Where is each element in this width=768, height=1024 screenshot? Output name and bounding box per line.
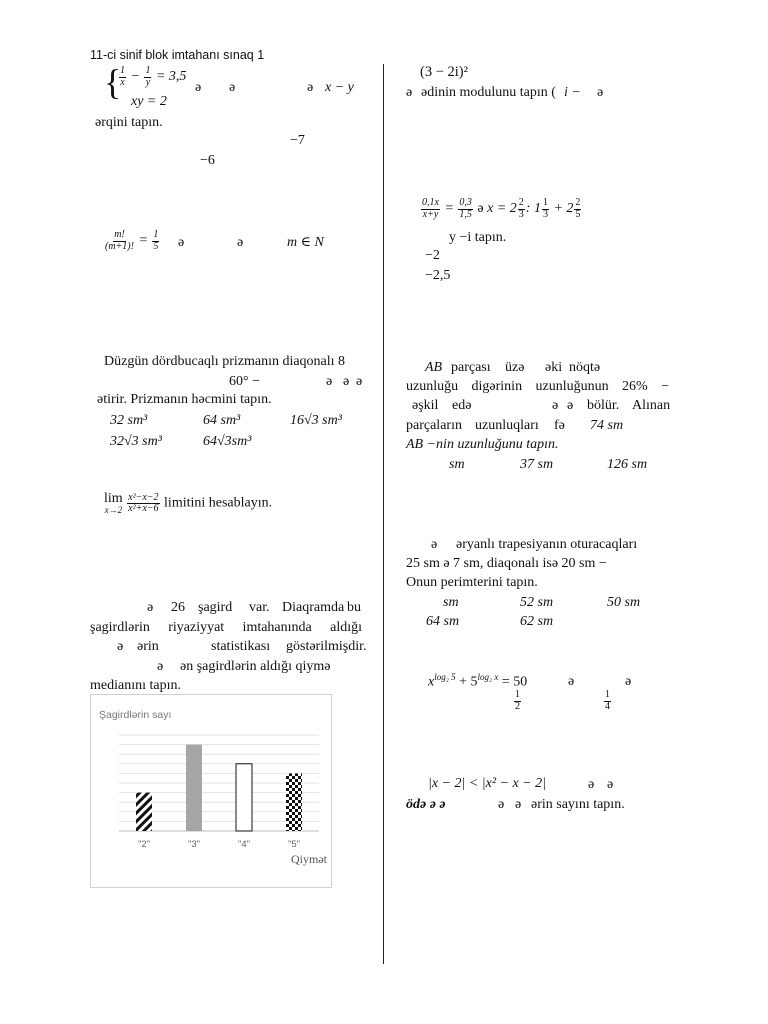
text-fragment: nöqtə — [569, 360, 601, 375]
question-text: y −i tapın. — [449, 230, 507, 245]
text-fragment: ə — [431, 537, 438, 552]
target-expression: x − y — [325, 80, 354, 95]
answer-option: 32 sm³ — [110, 413, 148, 428]
bar-4 — [286, 773, 302, 831]
text-fragment: Alınan — [632, 398, 671, 413]
text-fragment: AB — [425, 360, 443, 375]
answer-option: −2,5 — [425, 268, 451, 283]
answer-option: $\frac{1}{4}$ — [605, 689, 610, 712]
text-fragment: ə — [117, 639, 124, 654]
text-fragment: Diaqramda — [282, 600, 345, 615]
answer-option: 52 sm — [520, 595, 554, 610]
text-fragment: göstərilmişdir. — [286, 639, 367, 654]
text-fragment: bu — [347, 600, 361, 615]
text-fragment: əki — [545, 360, 563, 375]
question-text: 25 sm ə 7 sm, diaqonalı isə 20 sm − — [406, 556, 607, 571]
text-fragment: ərin — [137, 639, 159, 654]
x-tick-label: "2" — [137, 839, 151, 850]
question-prompt: ərqini tapın. — [95, 115, 163, 130]
text-fragment: bölür. — [587, 398, 620, 413]
text-fragment: parçası — [451, 360, 491, 375]
answer-option: 64√3sm³ — [203, 434, 252, 449]
text-fragment: i − — [564, 85, 581, 100]
condition: m ∈ N — [287, 235, 324, 250]
system-brace: { — [104, 62, 122, 102]
answer-option: −7 — [290, 133, 305, 148]
text-fragment: ə — [567, 398, 574, 413]
page-title: 11-ci sinif blok imtahanı sınaq 1 — [90, 48, 265, 62]
text-fragment: ə — [552, 398, 559, 413]
text-fragment: ə — [406, 85, 413, 100]
answer-option: 64 sm³ — [203, 413, 241, 428]
factorial-equation: $\frac{m!}{(m+1)!}$ = $\frac{1}{5}$ — [105, 229, 159, 252]
bar-3 — [236, 764, 252, 831]
text-fragment: ə — [607, 777, 614, 792]
equation-2: xy = 2 — [131, 94, 167, 109]
question-text: AB −nin uzunluğunu tapın. — [406, 437, 559, 452]
text-fragment: ə — [588, 777, 595, 792]
bar-1 — [136, 793, 152, 831]
text-fragment: ə — [147, 600, 154, 615]
question-text: şagirdlərin riyaziyyat imtahanında aldığı — [90, 620, 362, 635]
question-text: medianını tapın. — [90, 678, 181, 693]
y-axis-title: Şagirdlərin sayı — [99, 709, 172, 721]
chart-svg — [91, 695, 331, 887]
text-fragment: ə — [178, 235, 185, 250]
text-fragment: əşkil — [412, 398, 439, 413]
inequality: |x − 2| < |x² − x − 2| — [428, 776, 547, 791]
text-fragment: ə — [307, 80, 314, 95]
log-equation: $x^{log_2 5} + 5^{log_2 x} = 50$ — [428, 672, 528, 690]
question-text: ərin sayını tapın. — [531, 797, 625, 812]
answer-option: 64 sm — [426, 614, 460, 629]
text-fragment: ə — [597, 85, 604, 100]
answer-option: $\frac{1}{2}$ — [515, 689, 520, 712]
answer-option: 16√3 sm³ — [290, 413, 342, 428]
text-fragment: edə — [452, 398, 472, 413]
complex-expression: (3 − 2i)² — [420, 64, 468, 80]
question-text: uzunluğu digərinin uzunluğunun 26% − — [406, 379, 669, 394]
answer-option: sm — [449, 457, 465, 472]
question-text: Düzgün dördbucaqlı prizmanın diaqonalı 8 — [104, 354, 346, 369]
x-tick-label: "4" — [237, 839, 251, 850]
text-fragment: 74 sm — [590, 418, 624, 433]
text-fragment: ə — [625, 674, 632, 689]
answer-option: 50 sm — [607, 595, 641, 610]
emphasis-text: ödə ə ə — [406, 797, 446, 812]
grade-distribution-chart — [90, 694, 332, 888]
text-fragment: şagird — [198, 600, 233, 615]
text-fragment: parçaların — [406, 418, 462, 433]
question-text: ətirir. Prizmanın həcmini tapın. — [97, 392, 272, 407]
bar-2 — [186, 745, 202, 831]
question-text: əryanlı trapesiyanın oturacaqları — [456, 537, 638, 552]
text-fragment: ə — [195, 80, 202, 95]
answer-option: 62 sm — [520, 614, 554, 629]
question-text: Onun perimterini tapın. — [406, 575, 538, 590]
text-fragment: uzunluqları — [475, 418, 539, 433]
text-fragment: statistikası — [211, 639, 271, 654]
text-fragment: üzə — [505, 360, 525, 375]
text-fragment: ən şagirdlərin aldığı qiymə — [180, 659, 331, 674]
text-fragment: ə — [356, 374, 363, 389]
x-axis-title: Qiymət — [291, 852, 327, 866]
answer-option: 126 sm — [607, 457, 648, 472]
answer-option: 37 sm — [520, 457, 554, 472]
answer-option: 32√3 sm³ — [110, 434, 162, 449]
text-fragment: fə — [554, 418, 565, 433]
text-fragment: ə — [498, 797, 505, 812]
text-fragment: ə — [343, 374, 350, 389]
x-tick-label: "5" — [287, 839, 301, 850]
limit-expression: lim x→2 $\frac{\text{x²−x−2}}{\text{x²+x−6}}$ limitini hesablayın. — [104, 491, 273, 515]
angle-value: 60° − — [229, 374, 260, 389]
answer-option: sm — [443, 595, 459, 610]
text-fragment: ə — [326, 374, 333, 389]
equation-1: $\frac{1}{x}$ − $\frac{1}{y}$ = 3,5 — [120, 65, 187, 88]
text-fragment: ə — [568, 674, 575, 689]
question-text: ədinin modulunu tapın ( — [421, 85, 556, 100]
answer-option: −6 — [200, 153, 215, 168]
text-fragment: 26 — [171, 600, 185, 615]
text-fragment: ə — [237, 235, 244, 250]
answer-option: −2 — [425, 248, 440, 263]
proportion-equation: $\frac{0,1x}{x+y}$ = $\frac{0,3}{1,5}$ ə x = 2 $\frac{2}{3}$ : 1 $\frac{1}{3}$ + 2 $\frac{2}{5}$ — [422, 197, 581, 220]
text-fragment: ə — [515, 797, 522, 812]
text-fragment: ə — [157, 659, 164, 674]
text-fragment: var. — [249, 600, 270, 615]
text-fragment: ə — [229, 80, 236, 95]
column-divider — [383, 64, 384, 964]
x-tick-label: "3" — [187, 839, 201, 850]
